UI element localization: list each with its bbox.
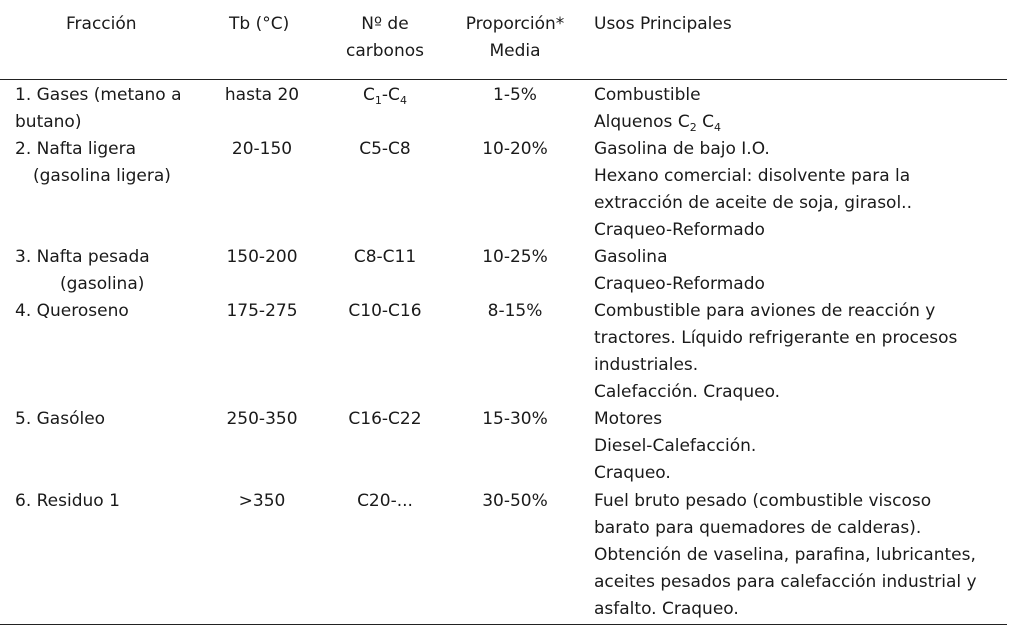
row-2-usos-line3: extracción de aceite de soja, girasol..: [594, 193, 912, 213]
row-5-carbonos: C16-C22: [348, 409, 422, 429]
header-proporcion-line1: Proporción*: [465, 14, 565, 34]
row-6-usos-line3: Obtención de vaselina, parafina, lubricantes,: [594, 545, 976, 565]
row-1-usos-line2: Alquenos $C_2$ $C_4$: [594, 112, 721, 134]
row-4-usos-line1: Combustible para aviones de reacción y: [594, 301, 936, 321]
row-5-proporcion: 15-30%: [482, 409, 548, 429]
row-6-fraccion: [15, 488, 120, 515]
row-4-fraccion: [15, 298, 129, 325]
header-carbonos-line2: carbonos: [346, 41, 424, 61]
row-4-usos: [594, 298, 957, 406]
row-3-usos-line2: Craqueo-Reformado: [594, 274, 765, 294]
row-5-usos: [594, 406, 756, 487]
header-carbonos: [330, 11, 440, 65]
row-5-usos-line1: Motores: [594, 409, 663, 429]
row-2-proporcion: 10-20%: [482, 139, 548, 159]
row-2-usos-line1: Gasolina de bajo I.O.: [594, 139, 770, 159]
row-6-tb: >350: [238, 491, 286, 511]
row-6-usos-line5: asfalto. Craqueo.: [594, 599, 739, 619]
row-5-usos-line2: Diesel-Calefacción.: [594, 436, 757, 456]
header-proporcion: [450, 11, 580, 65]
row-3-usos: [594, 244, 765, 298]
header-proporcion-line2: Media: [489, 41, 541, 61]
row-1-fraccion-line2: butano): [15, 112, 82, 132]
row-6-carbonos: C20-...: [357, 491, 413, 511]
row-4-proporcion: 8-15%: [487, 301, 543, 321]
row-2-usos-line2: Hexano comercial: disolvente para la: [594, 166, 911, 186]
row-6-proporcion: 30-50%: [482, 491, 548, 511]
row-3-fraccion: [15, 244, 150, 298]
row-3-tb: 150-200: [226, 247, 298, 267]
row-2-usos-line4: Craqueo-Reformado: [594, 220, 765, 240]
row-4-usos-line2: tractores. Líquido refrigerante en procesos: [594, 328, 958, 348]
row-2-fraccion-line2: (gasolina ligera): [33, 166, 171, 186]
row-1-carbonos: $C_1-C_4$: [363, 85, 407, 107]
row-1-usos-line1: Combustible: [594, 85, 701, 105]
row-2-fraccion-line1: 2. Nafta ligera: [15, 139, 137, 159]
row-2-tb: 20-150: [231, 139, 293, 159]
row-5-usos-line3: Craqueo.: [594, 463, 671, 483]
row-4-usos-line3: industriales.: [594, 355, 699, 375]
row-1-tb: hasta 20: [224, 85, 300, 105]
bottom-rule: [0, 624, 1007, 625]
row-3-fraccion-line2: (gasolina): [60, 274, 145, 294]
row-2-carbonos: C5-C8: [359, 139, 411, 159]
row-1-usos: [594, 82, 721, 136]
row-1-proporcion: 1-5%: [493, 85, 537, 105]
header-carbonos-line1: Nº de: [361, 14, 409, 34]
row-5-tb: 250-350: [226, 409, 298, 429]
header-tb: Tb (°C): [229, 14, 290, 34]
row-1-fraccion-line1: 1. Gases (metano a: [15, 85, 182, 105]
row-3-carbonos: C8-C11: [353, 247, 417, 267]
row-1-fraccion: [15, 82, 182, 136]
header-usos: Usos Principales: [594, 14, 732, 34]
row-6-usos-line1: Fuel bruto pesado (combustible viscoso: [594, 491, 932, 511]
row-4-tb: 175-275: [226, 301, 298, 321]
row-5-fraccion: [15, 406, 105, 433]
row-4-usos-line4: Calefacción. Craqueo.: [594, 382, 781, 402]
header-rule: [0, 79, 1007, 80]
row-2-usos: [594, 136, 997, 244]
header-fraccion: Fracción: [66, 14, 137, 34]
row-6-usos-line4: aceites pesados para calefacción industrial y: [594, 572, 977, 592]
row-6-usos: [594, 488, 977, 623]
row-6-fraccion-line1: 6. Residuo 1: [15, 491, 120, 511]
row-4-carbonos: C10-C16: [348, 301, 422, 321]
row-6-usos-line2: barato para quemadores de calderas).: [594, 518, 922, 538]
row-3-usos-line1: Gasolina: [594, 247, 668, 267]
row-3-fraccion-line1: 3. Nafta pesada: [15, 247, 150, 267]
row-2-fraccion: [15, 136, 171, 190]
row-4-fraccion-line1: 4. Queroseno: [15, 301, 129, 321]
row-3-proporcion: 10-25%: [482, 247, 548, 267]
row-5-fraccion-line1: 5. Gasóleo: [15, 409, 106, 429]
